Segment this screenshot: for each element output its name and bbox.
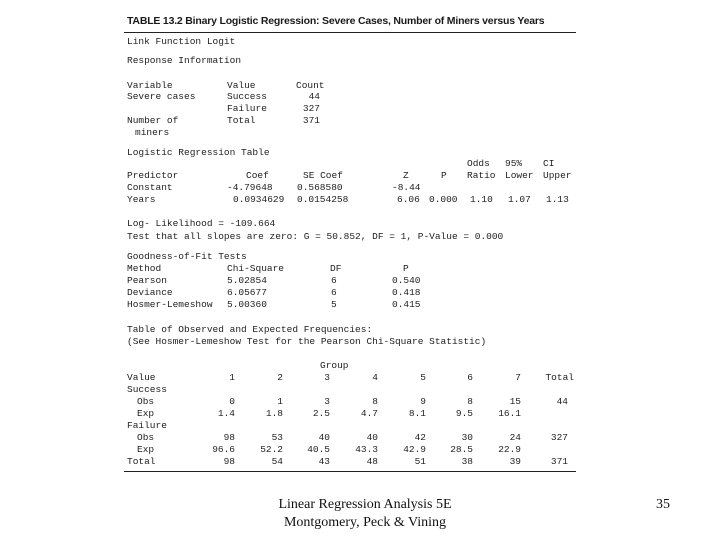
logistic-header-se: SE Coef [303,170,343,181]
title-rule [124,32,576,33]
gof-heading: Goodness-of-Fit Tests [127,251,247,262]
freq-cell: 8.1 [408,408,426,419]
response-header-value: Value [227,80,256,91]
predictor-z: 6.06 [397,194,420,205]
value-label: Value [127,372,156,383]
response-value: Total [227,115,256,126]
exp-label: Exp [137,444,155,455]
predictor-se: 0.0154258 [297,194,349,205]
gof-p: 0.540 [392,275,421,286]
page-number: 35 [656,497,670,512]
gof-method: Deviance [127,287,173,298]
freq-cell: 8 [467,396,473,407]
freq-cell: 1.8 [265,408,283,419]
footer-citation [245,496,485,532]
freq-cell: 1 [277,396,283,407]
logistic-header-ratio: Ratio [467,170,496,181]
group-number: 7 [515,372,521,383]
freq-cell: 96.6 [212,444,235,455]
freq-cell: 43.3 [355,444,378,455]
link-function: Link Function Logit [127,36,236,47]
ci-label: CI [543,158,555,169]
freq-cell-total: 327 [550,432,568,443]
freq-cell: 0 [229,396,235,407]
freq-cell: 3 [324,396,330,407]
freq-cell: 42.9 [403,444,426,455]
footer-line-1: Linear Regression Analysis 5E [278,497,452,512]
freq-cell: 9.5 [455,408,473,419]
success-label: Success [127,384,167,395]
response-count: 327 [302,103,320,114]
freq-cell: 98 [223,432,235,443]
gof-header-chi: Chi-Square [227,263,285,274]
group-number: 5 [420,372,426,383]
freq-cell: 40 [366,432,378,443]
freq-cell-total: 44 [556,396,568,407]
group-number: 3 [324,372,330,383]
freq-cell: 24 [509,432,521,443]
freq-cell: 9 [420,396,426,407]
gof-df: 5 [331,299,337,310]
gof-header-p: P [403,263,409,274]
number-of-label: Number of [127,115,179,126]
ci-pct-label: 95% [505,158,523,169]
gof-header-method: Method [127,263,162,274]
logistic-header-lower: Lower [505,170,534,181]
freq-heading: Table of Observed and Expected Frequencies: [127,324,373,335]
freq-cell: 39 [509,456,521,467]
group-number: 6 [467,372,473,383]
footer-line-2: Montgomery, Peck & Vining [283,515,447,530]
total-row-label: Total [127,456,156,467]
freq-cell: 40.5 [307,444,330,455]
freq-cell: 98 [223,456,235,467]
predictor-p: 0.000 [429,194,458,205]
log-likelihood: Log- Likelihood = -109.664 [127,218,276,229]
predictor-z: -8.44 [392,182,421,193]
response-value: Success [227,91,267,102]
gof-p: 0.418 [392,287,421,298]
freq-cell: 52.2 [260,444,283,455]
slopes-test: Test that all slopes are zero: G = 50.852, DF = 1, P-Value = 0.000 [127,231,504,242]
group-label: Group [320,360,349,371]
predictor-upper: 1.13 [546,194,569,205]
predictor-name: Years [127,194,156,205]
predictor-coef: -4.79648 [227,182,273,193]
predictor-ratio: 1.10 [470,194,493,205]
logistic-header-predictor: Predictor [127,170,179,181]
response-variable: Severe cases [127,91,196,102]
response-header-variable: Variable [127,80,173,91]
predictor-lower: 1.07 [508,194,531,205]
logistic-header-z: Z [403,170,409,181]
gof-method: Pearson [127,275,167,286]
gof-chi: 5.00360 [227,299,267,310]
freq-cell: 42 [414,432,426,443]
gof-method: Hosmer-Lemeshow [127,299,213,310]
failure-label: Failure [127,420,167,431]
gof-df: 6 [331,287,337,298]
freq-cell: 2.5 [312,408,330,419]
freq-cell: 40 [318,432,330,443]
freq-cell: 54 [271,456,283,467]
group-number: 2 [277,372,283,383]
group-number: 1 [229,372,235,383]
freq-cell: 15 [509,396,521,407]
predictor-name: Constant [127,182,173,193]
freq-cell: 8 [372,396,378,407]
response-value: Failure [227,103,267,114]
freq-cell-total: 371 [550,456,568,467]
miners-label: miners [135,127,170,138]
predictor-se: 0.568580 [297,182,343,193]
obs-label: Obs [137,396,155,407]
response-info-heading: Response Information [127,55,242,66]
freq-cell: 53 [271,432,283,443]
obs-label: Obs [137,432,155,443]
freq-cell: 38 [461,456,473,467]
logistic-header-p: P [441,170,447,181]
predictor-coef: 0.0934629 [233,194,285,205]
freq-cell: 51 [414,456,426,467]
freq-cell: 22.9 [498,444,521,455]
odds-label: Odds [467,158,490,169]
response-header-count: Count [296,80,325,91]
freq-note: (See Hosmer-Lemeshow Test for the Pearson Chi-Square Statistic) [127,336,487,347]
group-number: 4 [372,372,378,383]
freq-cell: 16.1 [498,408,521,419]
gof-chi: 5.02854 [227,275,267,286]
freq-cell: 28.5 [450,444,473,455]
gof-header-df: DF [330,263,342,274]
freq-cell: 4.7 [360,408,378,419]
total-label: Total [545,372,574,383]
response-count: 371 [302,115,320,126]
table-title: TABLE 13.2 Binary Logistic Regression: Severe Cases, Number of Miners versus Years [127,15,545,27]
exp-label: Exp [137,408,155,419]
response-count: 44 [308,91,320,102]
gof-p: 0.415 [392,299,421,310]
logistic-heading: Logistic Regression Table [127,147,270,158]
freq-cell: 30 [461,432,473,443]
gof-df: 6 [331,275,337,286]
freq-cell: 1.4 [217,408,235,419]
freq-cell: 43 [318,456,330,467]
freq-cell: 48 [366,456,378,467]
bottom-rule [124,471,576,472]
gof-chi: 6.05677 [227,287,267,298]
logistic-header-coef: Coef [246,170,269,181]
logistic-header-upper: Upper [543,170,572,181]
